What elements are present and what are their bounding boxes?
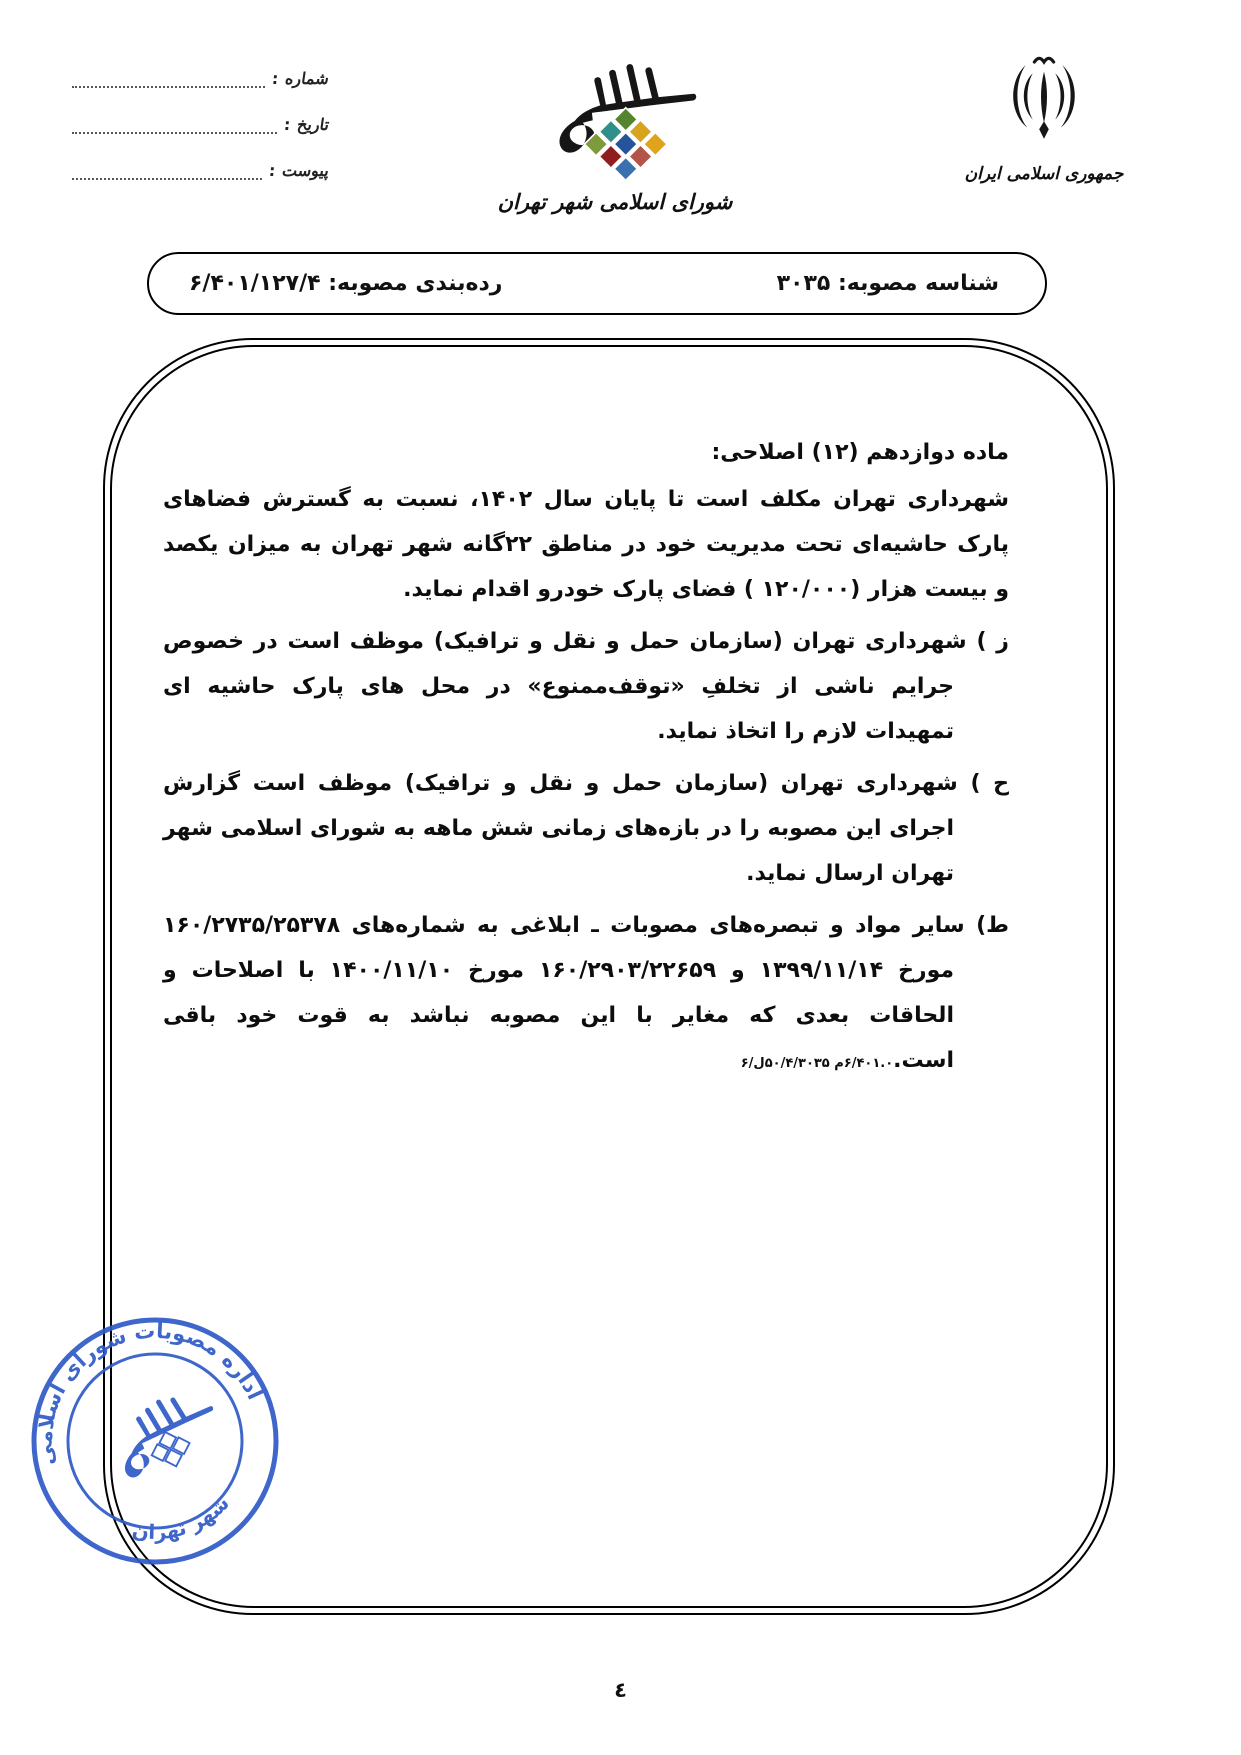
clause-marker: ح )	[970, 771, 1010, 796]
stamp-ring-text-top: اداره مصوبات شورای اسلامی	[32, 1318, 268, 1467]
field-row-attachment	[72, 148, 328, 180]
stamp-ring-text-bottom: شهر تهران	[130, 1490, 234, 1545]
intro-paragraph: شهرداری تهران مکلف است تا پایان سال ۱۴۰۲، نسبت به گسترش فضاهای پارک حاشیه‌ای تحت مدیریت خود در مناطق ۲۲گانه شهر تهران به میزان یکصد و بیست هزار (۱۲۰/۰۰۰ ) فضای پارک خودرو اقدام نماید.	[163, 487, 1009, 602]
date-field-label: تاريخ :	[283, 115, 329, 134]
iran-emblem-icon	[996, 52, 1092, 152]
clause-ref-code: ۶/۴۰۱.۰م ۵۰/۴/۳۰۳۵ل/۶	[740, 1056, 894, 1071]
iran-emblem	[928, 52, 1160, 184]
svg-text:شهر تهران	[124, 1487, 239, 1555]
number-field-dotted-line	[72, 64, 265, 88]
id-bar	[147, 252, 1047, 315]
date-field-dotted-line	[72, 110, 277, 134]
attachment-field-label: پيوست :	[268, 161, 329, 180]
clause-marker: ز )	[976, 629, 1009, 654]
clause-item-h	[163, 761, 1009, 896]
clause-item-t	[163, 903, 1009, 1086]
approval-classification-label: رده‌بندی مصوبه: ۶/۴۰۱/۱۲۷/۴	[189, 271, 503, 296]
article-heading: ماده دوازدهم (۱۲) اصلاحی:	[711, 440, 1009, 465]
council-logo-caption: شورای اسلامی شهر تهران	[497, 190, 733, 214]
field-row-date	[72, 102, 328, 134]
number-field-label: شماره :	[271, 69, 329, 88]
clause-item-z	[163, 619, 1009, 754]
resolution-body	[163, 430, 1009, 1086]
council-logo-diamonds	[584, 108, 667, 181]
clause-text: شهرداری تهران (سازمان حمل و نقل و ترافیک) موظف است گزارش اجرای این مصوبه را در بازه‌های زمانی شش ماهه به شورای اسلامی شهر تهران ارسال نماید.	[163, 771, 958, 886]
council-logo-mark-icon	[500, 42, 730, 182]
clause-marker: ط)	[976, 913, 1009, 938]
clause-text: سایر مواد و تبصره‌های مصوبات ـ ابلاغی به شماره‌های ۱۶۰/۲۷۳۵/۲۵۳۷۸ مورخ ۱۳۹۹/۱۱/۱۴ و ۱۶۰/۲۹۰۳/۲۲۶۵۹ مورخ ۱۴۰۰/۱۱/۱۰ با اصلاحات و الحاقات بعدی که مغایر با این مصوبه نباشد به قوت خود باقی است.	[163, 913, 965, 1073]
clause-text: شهرداری تهران (سازمان حمل و نقل و ترافیک) موظف است در خصوص جرایم ناشی از تخلفِ «توقف‌ممنوع» در محل های پارک حاشیه ای تمهیدات لازم را اتخاذ نماید.	[163, 629, 967, 744]
attachment-field-dotted-line	[72, 156, 262, 180]
stamp-logo-mark-icon	[107, 1384, 226, 1481]
council-logo	[462, 42, 768, 214]
letterhead-fields	[72, 56, 328, 180]
svg-text:اداره مصوبات شورای اسلامی	[1, 1287, 268, 1471]
emblem-caption: جمهوری اسلامی ایران	[964, 164, 1124, 184]
approval-id-label: شناسه مصوبه: ۳۰۳۵	[776, 271, 999, 296]
page-number: ٤	[614, 1678, 627, 1702]
field-row-number	[72, 56, 328, 88]
